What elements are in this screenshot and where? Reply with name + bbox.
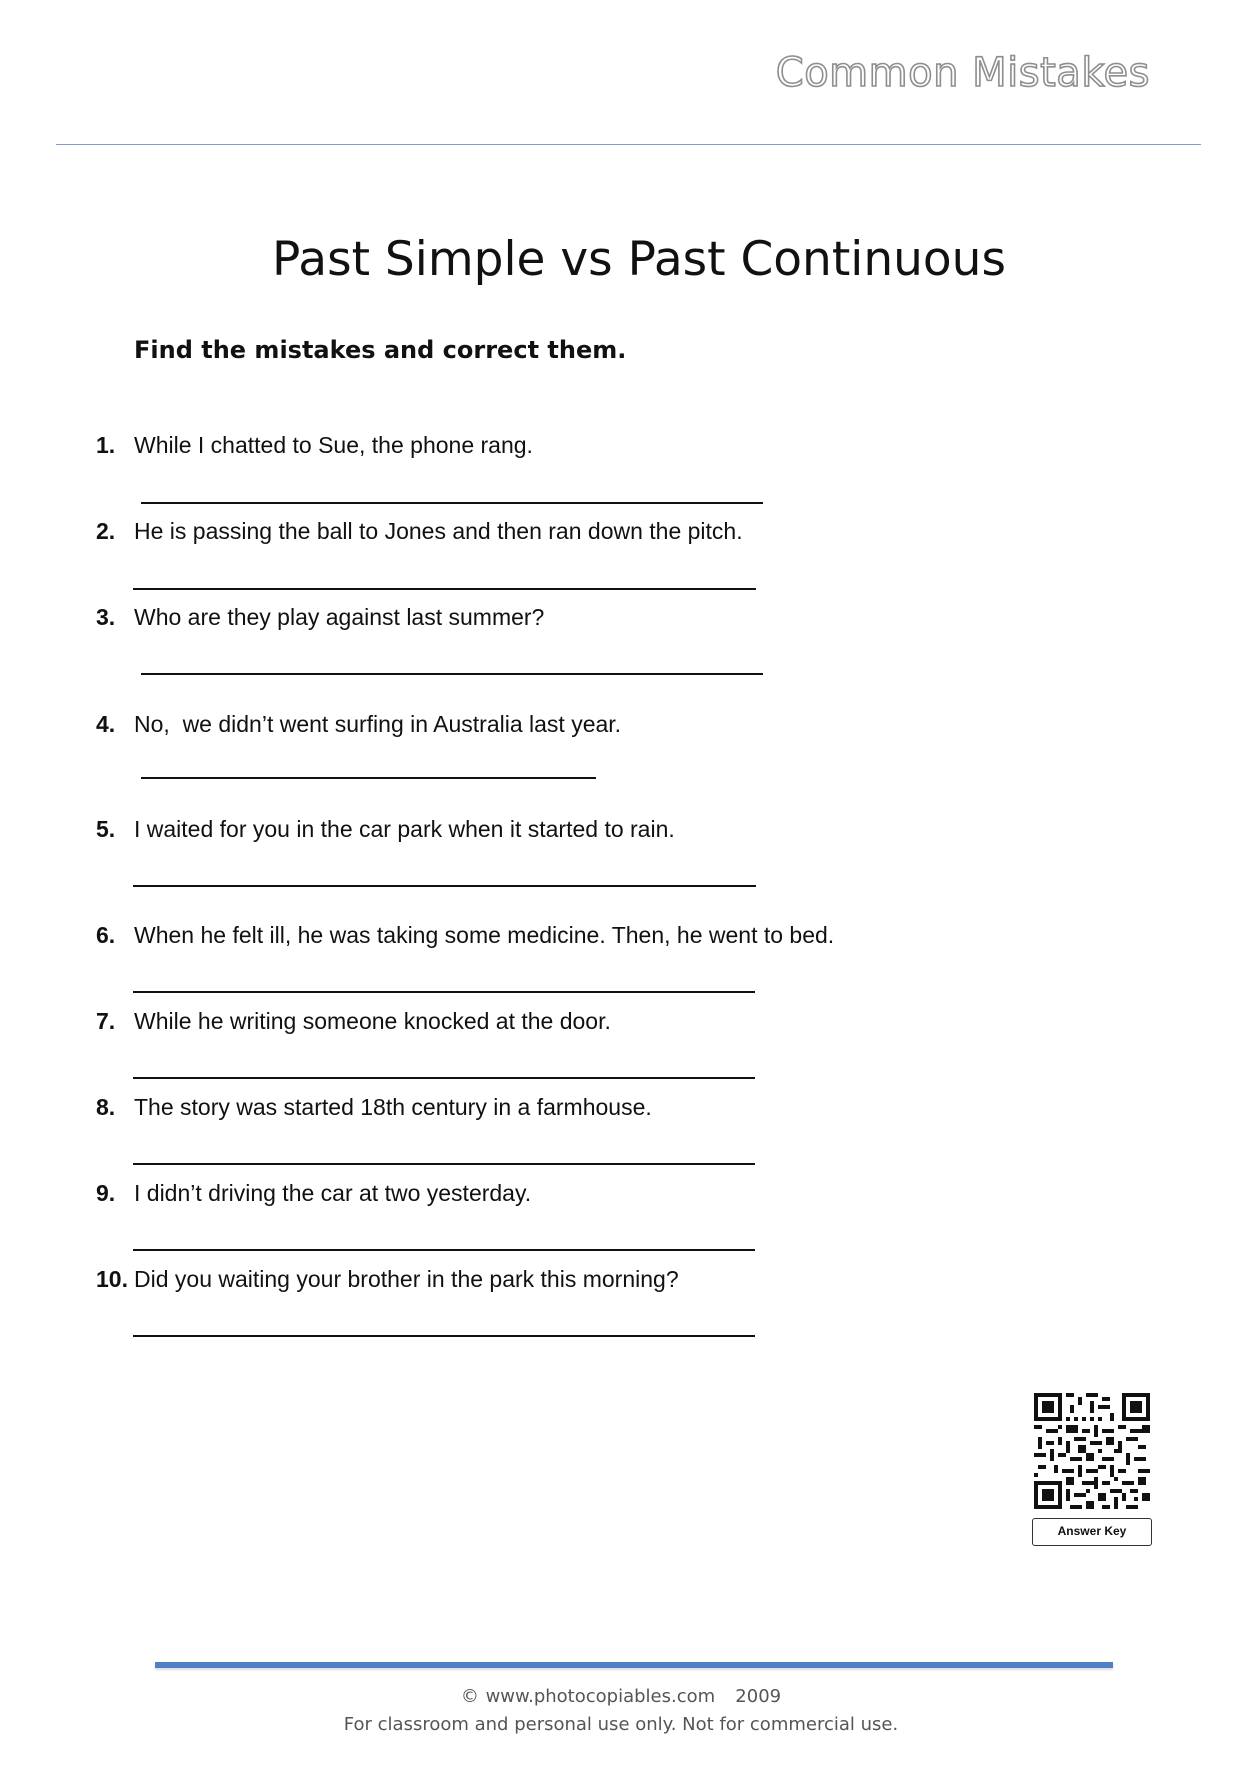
qr-code-icon[interactable] (1034, 1393, 1150, 1509)
answer-line-4[interactable] (141, 777, 596, 779)
instructions: Find the mistakes and correct them. (134, 336, 627, 364)
item-sentence: The story was started 18th century in a farmhouse. (134, 1094, 652, 1120)
footer-usage-note: For classroom and personal use only. Not for commercial use. (343, 1714, 899, 1735)
item-number: 10. (96, 1266, 128, 1292)
answer-line-2[interactable] (133, 588, 756, 590)
item-sentence: Who are they play against last summer? (134, 604, 545, 630)
answer-line-8[interactable] (133, 1163, 755, 1165)
item-sentence: I didn’t driving the car at two yesterday. (134, 1180, 532, 1206)
page-title: Past Simple vs Past Continuous (272, 232, 1006, 287)
exercise-item-6 (96, 922, 834, 949)
item-number: 8. (96, 1094, 116, 1120)
item-sentence: While he writing someone knocked at the door. (134, 1008, 611, 1034)
exercise-item-7 (96, 1008, 611, 1035)
item-sentence: When he felt ill, he was taking some medicine. Then, he went to bed. (134, 922, 835, 948)
exercise-item-4 (96, 711, 621, 738)
answer-line-6[interactable] (133, 991, 755, 993)
item-number: 6. (96, 922, 116, 948)
answer-line-9[interactable] (133, 1249, 755, 1251)
item-number: 4. (96, 711, 116, 737)
answer-line-7[interactable] (133, 1077, 755, 1079)
answer-line-10[interactable] (133, 1335, 755, 1337)
item-number: 5. (96, 816, 116, 842)
header-divider (56, 144, 1201, 145)
item-number: 1. (96, 432, 116, 458)
footer-divider (155, 1662, 1113, 1668)
item-sentence: He is passing the ball to Jones and then ran down the pitch. (134, 518, 743, 544)
brand-title: Common Mistakes (775, 50, 1150, 96)
item-sentence: I waited for you in the car park when it started to rain. (134, 816, 675, 842)
answer-line-5[interactable] (133, 885, 756, 887)
exercise-item-5 (96, 816, 675, 843)
exercise-item-9 (96, 1180, 531, 1207)
item-sentence: No, we didn’t went surfing in Australia last year. (134, 711, 622, 737)
footer-copyright: © www.photocopiables.com 2009 (460, 1686, 782, 1707)
answer-key-button[interactable]: Answer Key (1032, 1518, 1152, 1546)
item-number: 7. (96, 1008, 116, 1034)
exercise-item-3 (96, 604, 544, 631)
exercise-item-2 (96, 518, 743, 545)
item-number: 3. (96, 604, 116, 630)
exercise-item-1 (96, 432, 533, 459)
item-sentence: Did you waiting your brother in the park this morning? (134, 1266, 679, 1292)
exercise-item-10 (96, 1266, 679, 1293)
answer-line-3[interactable] (141, 673, 763, 675)
item-number: 2. (96, 518, 116, 544)
exercise-item-8 (96, 1094, 652, 1121)
item-number: 9. (96, 1180, 116, 1206)
item-sentence: While I chatted to Sue, the phone rang. (134, 432, 533, 458)
answer-line-1[interactable] (141, 502, 763, 504)
